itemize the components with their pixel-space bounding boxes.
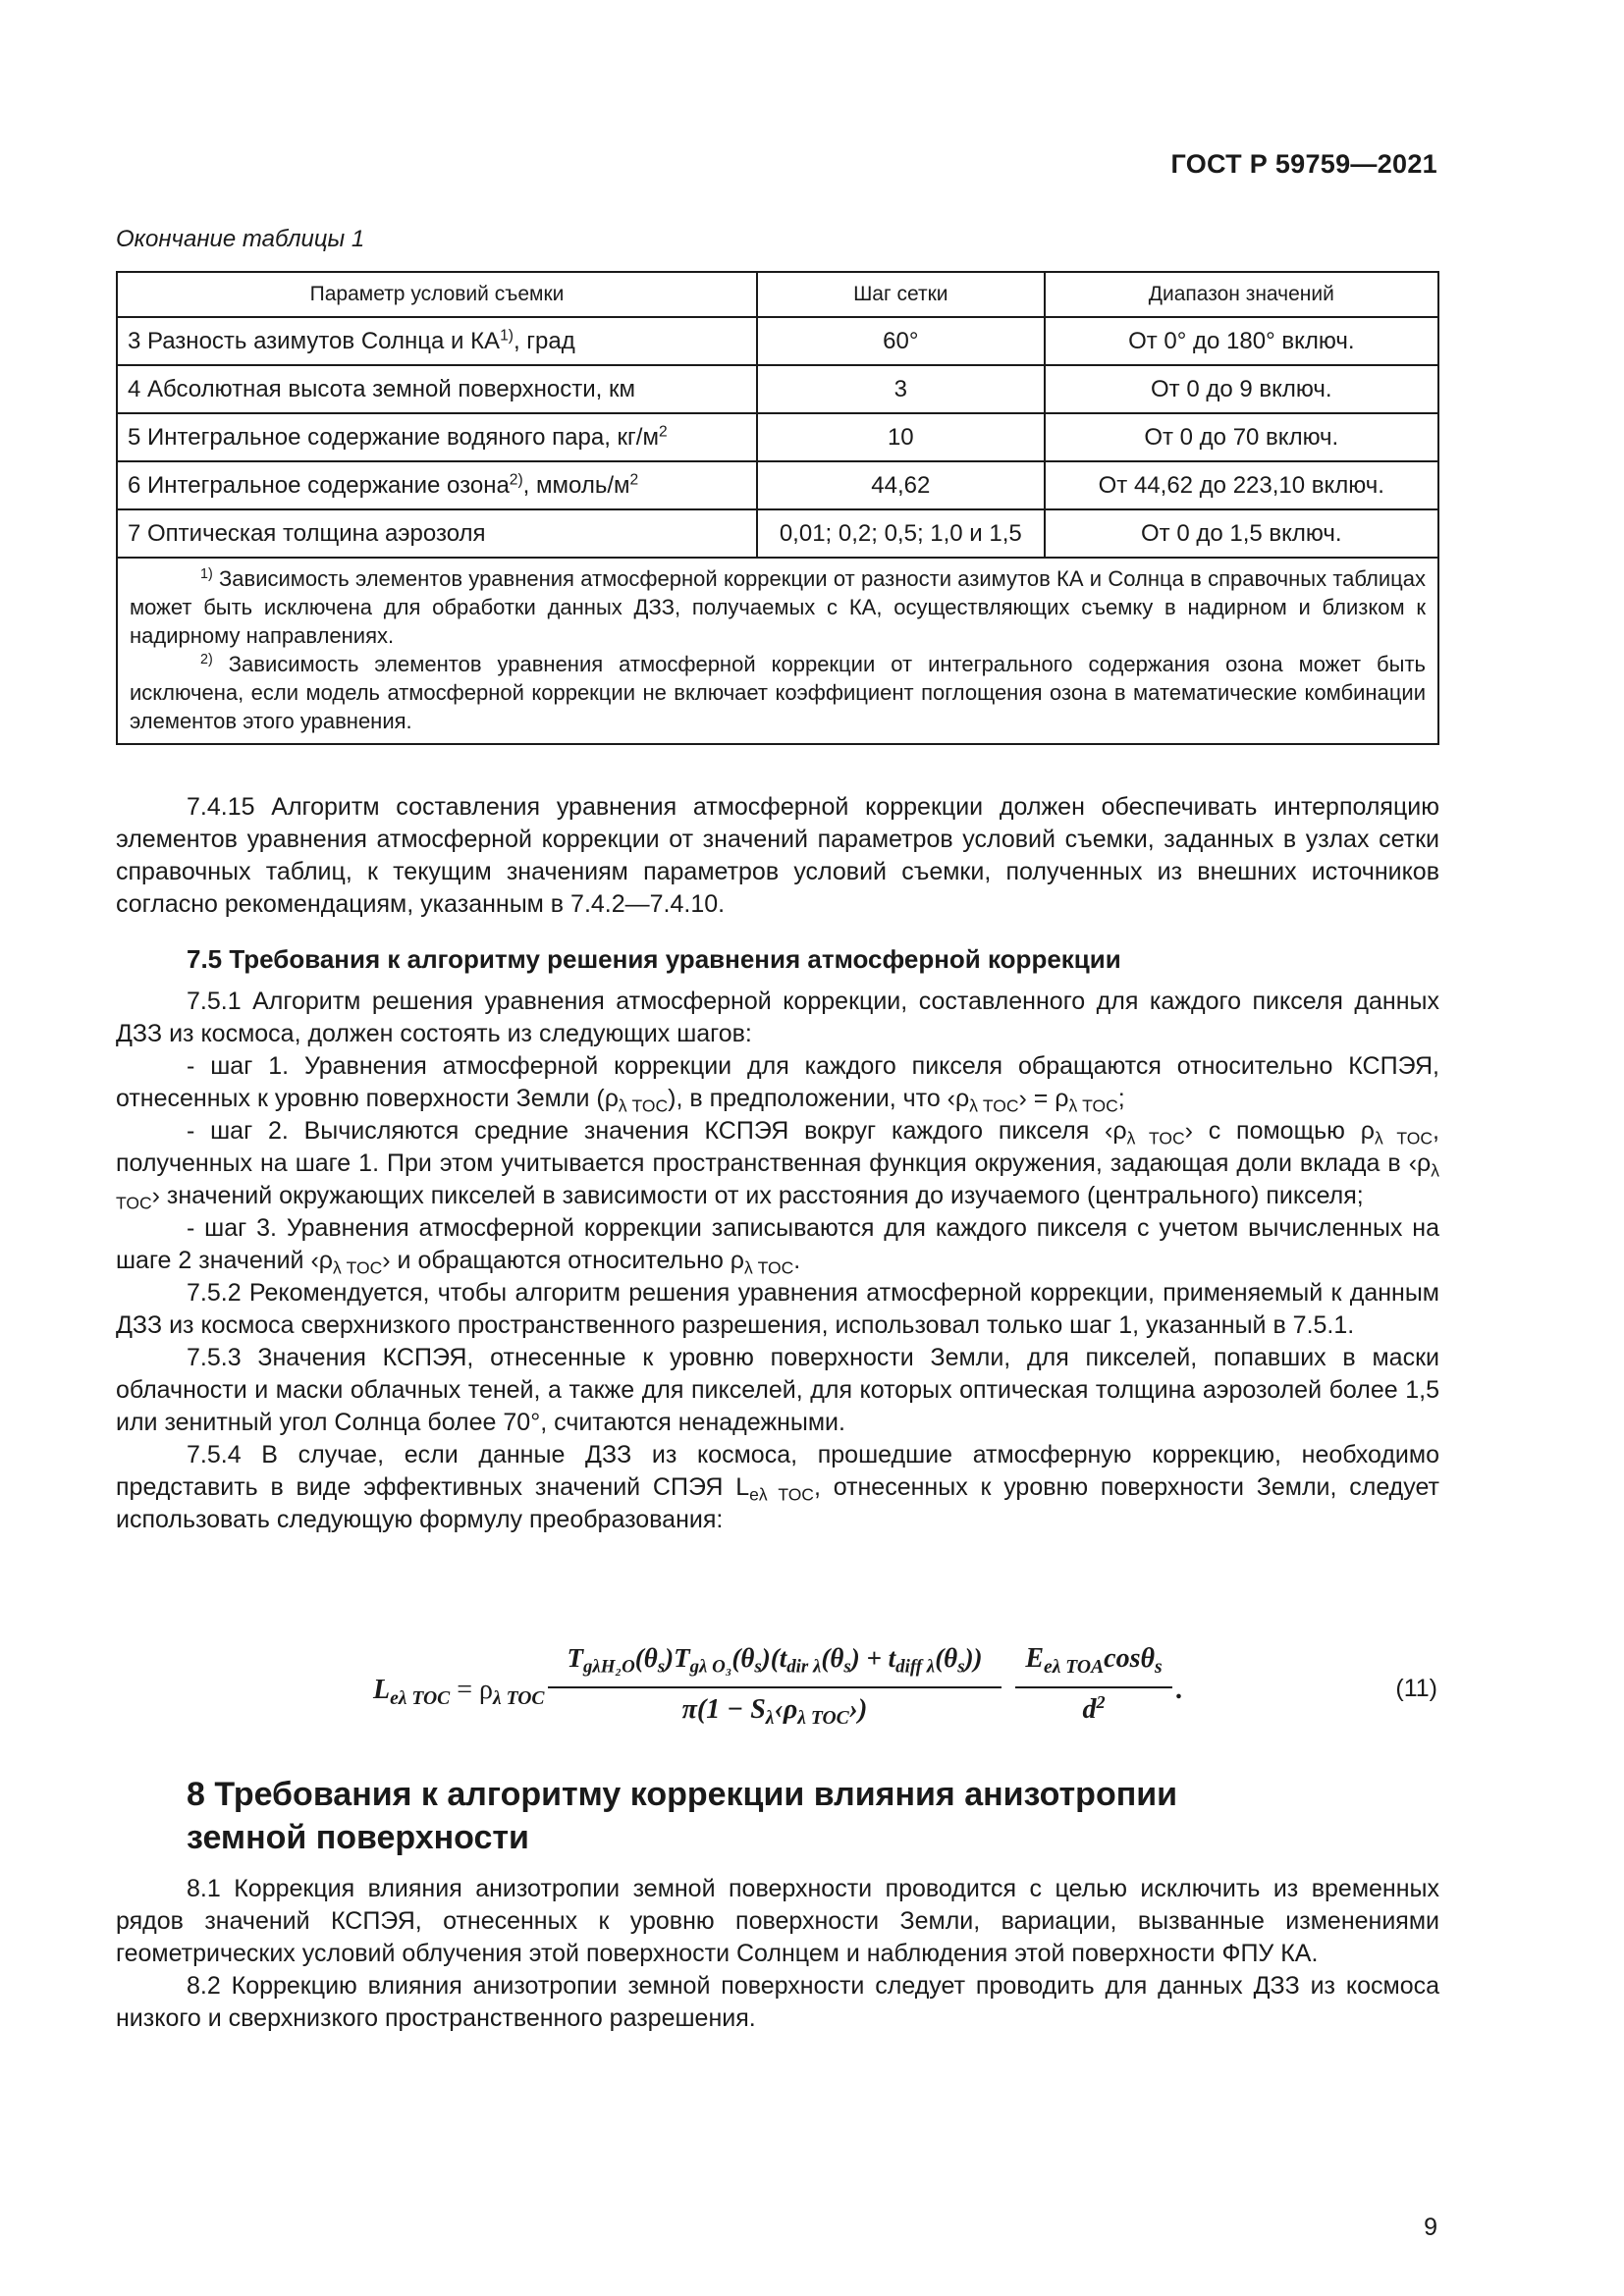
table-caption: Окончание таблицы 1: [116, 226, 365, 252]
section-8-body: [116, 1873, 1439, 2035]
cell-step: 0,01; 0,2; 0,5; 1,0 и 1,5: [757, 509, 1045, 558]
section-7-5-body: [116, 986, 1439, 1536]
cell-param: 5 Интегральное содержание водяного пара, $кг/м^2$: [117, 413, 757, 461]
table-row: [117, 413, 1438, 461]
step-3: - шаг 3. Уравнения атмосферной коррекции записываются для каждого пикселя с учетом вычисленных на шаге 2 значений $‹\rho_{\lambda TOC}›$ и обращаются относительно $\rho_{\lambda TOC}$.: [116, 1214, 1439, 1278]
formula-denominator-2: $d^2$: [1082, 1692, 1106, 1725]
section-7-5-heading: 7.5 Требования к алгоритму решения уравнения атмосферной коррекции: [187, 944, 1121, 974]
standard-header: ГОСТ Р 59759—2021: [1170, 149, 1437, 179]
formula-denominator: $\pi(1 - S_\lambda‹\rho_{\lambda TOC}›)$: [681, 1694, 868, 1729]
section-8-heading: 8 Требования к алгоритму коррекции влияния анизотропии земной поверхности: [187, 1776, 1178, 1856]
formula-number: (11): [1395, 1675, 1437, 1702]
formula-11: [373, 1641, 1257, 1739]
paragraph-8-2: 8.2 Коррекцию влияния анизотропии земной поверхности следует проводить для данных ДЗЗ из космоса низкого и сверхнизкого пространственного разрешения.: [116, 1972, 1439, 2032]
table-row: [117, 365, 1438, 413]
cell-step: 44,62: [757, 461, 1045, 509]
table-row: [117, 509, 1438, 558]
cell-step: 60°: [757, 317, 1045, 365]
cell-param: 4 Абсолютная высота земной поверхности, км: [117, 365, 757, 413]
step-1: - шаг 1. Уравнения атмосферной коррекции для каждого пикселя обращаются относительно КСПЭЯ, отнесенных к уровню поверхности Земли $(\rho_{\lambda TOC})$, в предположении, что $‹\rho_{\lambda TOC}› = \rho_{\lambda TOC}$;: [116, 1052, 1439, 1116]
page-number: 9: [1424, 2214, 1437, 2241]
header-step: Шаг сетки: [757, 272, 1045, 317]
cell-range: От 0 до 9 включ.: [1045, 365, 1438, 413]
footnote-2: $^{2)}$ Зависимость элементов уравнения атмосферной коррекции от интегрального содержания озона может быть исключена, если модель атмосферной коррекции не включает коэффициент поглощения озона в математические комбинации элементов этого уравнения.: [130, 652, 1426, 733]
parameters-table: [116, 271, 1439, 745]
cell-step: 10: [757, 413, 1045, 461]
paragraph-7-5-1: 7.5.1 Алгоритм решения уравнения атмосферной коррекции, составленного для каждого пикселя данных ДЗЗ из космоса, должен состоять из следующих шагов:: [116, 988, 1439, 1047]
formula-numerator-2: $E_{e\lambda TOA}\cos\theta_s$: [1025, 1643, 1163, 1678]
formula-dot: .: [1176, 1675, 1183, 1705]
table-notes-row: [117, 558, 1438, 744]
paragraph-7-5-4: 7.5.4 В случае, если данные ДЗЗ из космоса, прошедшие атмосферную коррекцию, необходимо представить в виде эффективных значений СПЭЯ $L_{e\lambda TOC}$, отнесенных к уровню поверхности Земли, следует использовать следующую формулу преобразования:: [116, 1441, 1440, 1533]
fraction-line-2: [1015, 1686, 1172, 1688]
table-row: [117, 317, 1438, 365]
step-2: - шаг 2. Вычисляются средние значения КСПЭЯ вокруг каждого пикселя $‹\rho_{\lambda TOC}›$ с помощью $\rho_{\lambda TOC}$, полученных на шаге 1. При этом учитывается пространственная функция окружения, задающая доли вклада в $‹\rho_{\lambda TOC}›$ значений окружающих пикселей в зависимости от их расстояния до изучаемого (центрального) пикселя;: [116, 1117, 1439, 1213]
cell-range: От 0° до 180° включ.: [1045, 317, 1438, 365]
cell-step: 3: [757, 365, 1045, 413]
cell-range: От 44,62 до 223,10 включ.: [1045, 461, 1438, 509]
cell-range: От 0 до 1,5 включ.: [1045, 509, 1438, 558]
formula-numerator: $T_{g\lambda H_2O}(\theta_s)T_{g\lambda O_3}(\theta_s)(t_{dir \lambda}(\theta_s) + t_{diff \lambda}(\theta_s))$: [567, 1643, 983, 1678]
paragraph-7-5-2: 7.5.2 Рекомендуется, чтобы алгоритм решения уравнения атмосферной коррекции, применяемый к данным ДЗЗ из космоса сверхнизкого пространственного разрешения, использовал только шаг 1, указанный в 7.5.1.: [116, 1279, 1439, 1339]
fraction-line-1: [548, 1686, 1001, 1688]
footnote-1: $^{1)}$ Зависимость элементов уравнения атмосферной коррекции от разности азимутов КА и Солнца в справочных таблицах может быть исключена для обработки данных ДЗЗ, получаемых с КА, осуществляющих съемку в надирном и близком к надирному направлениях.: [130, 566, 1426, 648]
formula-lhs: $L_{e\lambda TOC} = \rho_{\lambda TOC}$: [373, 1675, 545, 1709]
cell-range: От 0 до 70 включ.: [1045, 413, 1438, 461]
table-row: [117, 461, 1438, 509]
paragraph-8-1: 8.1 Коррекция влияния анизотропии земной поверхности проводится с целью исключить из временных рядов значений КСПЭЯ, отнесенных к уровню поверхности Земли, вариации, вызванные изменениями геометрических условий облучения этой поверхности Солнцем и наблюдения этой поверхности ФПУ КА.: [116, 1875, 1439, 1967]
paragraph-7-5-3: 7.5.3 Значения КСПЭЯ, отнесенные к уровню поверхности Земли, для пикселей, попавших в маски облачности и маски облачных теней, а также для пикселей, для которых оптическая толщина аэрозолей более 1,5 или зенитный угол Солнца более 70°, считаются ненадежными.: [116, 1344, 1439, 1436]
table-header-row: [117, 272, 1438, 317]
header-range: Диапазон значений: [1045, 272, 1438, 317]
table-notes: [117, 558, 1438, 744]
cell-param: 3 Разность азимутов Солнца и КА$^{1)}$, град: [117, 317, 757, 365]
paragraph-7-4-15: 7.4.15 Алгоритм составления уравнения атмосферной коррекции должен обеспечивать интерполяцию элементов уравнения атмосферной коррекции от значений параметров условий съемки, заданных в узлах сетки справочных таблиц, к текущим значениям параметров условий съемки, полученных из внешних источников согласно рекомендациям, указанным в 7.4.2—7.4.10.: [116, 793, 1439, 918]
cell-param: 6 Интегральное содержание озона$^{2)}$, ммоль/$м^2$: [117, 461, 757, 509]
header-param: Параметр условий съемки: [117, 272, 757, 317]
cell-param: 7 Оптическая толщина аэрозоля: [117, 509, 757, 558]
